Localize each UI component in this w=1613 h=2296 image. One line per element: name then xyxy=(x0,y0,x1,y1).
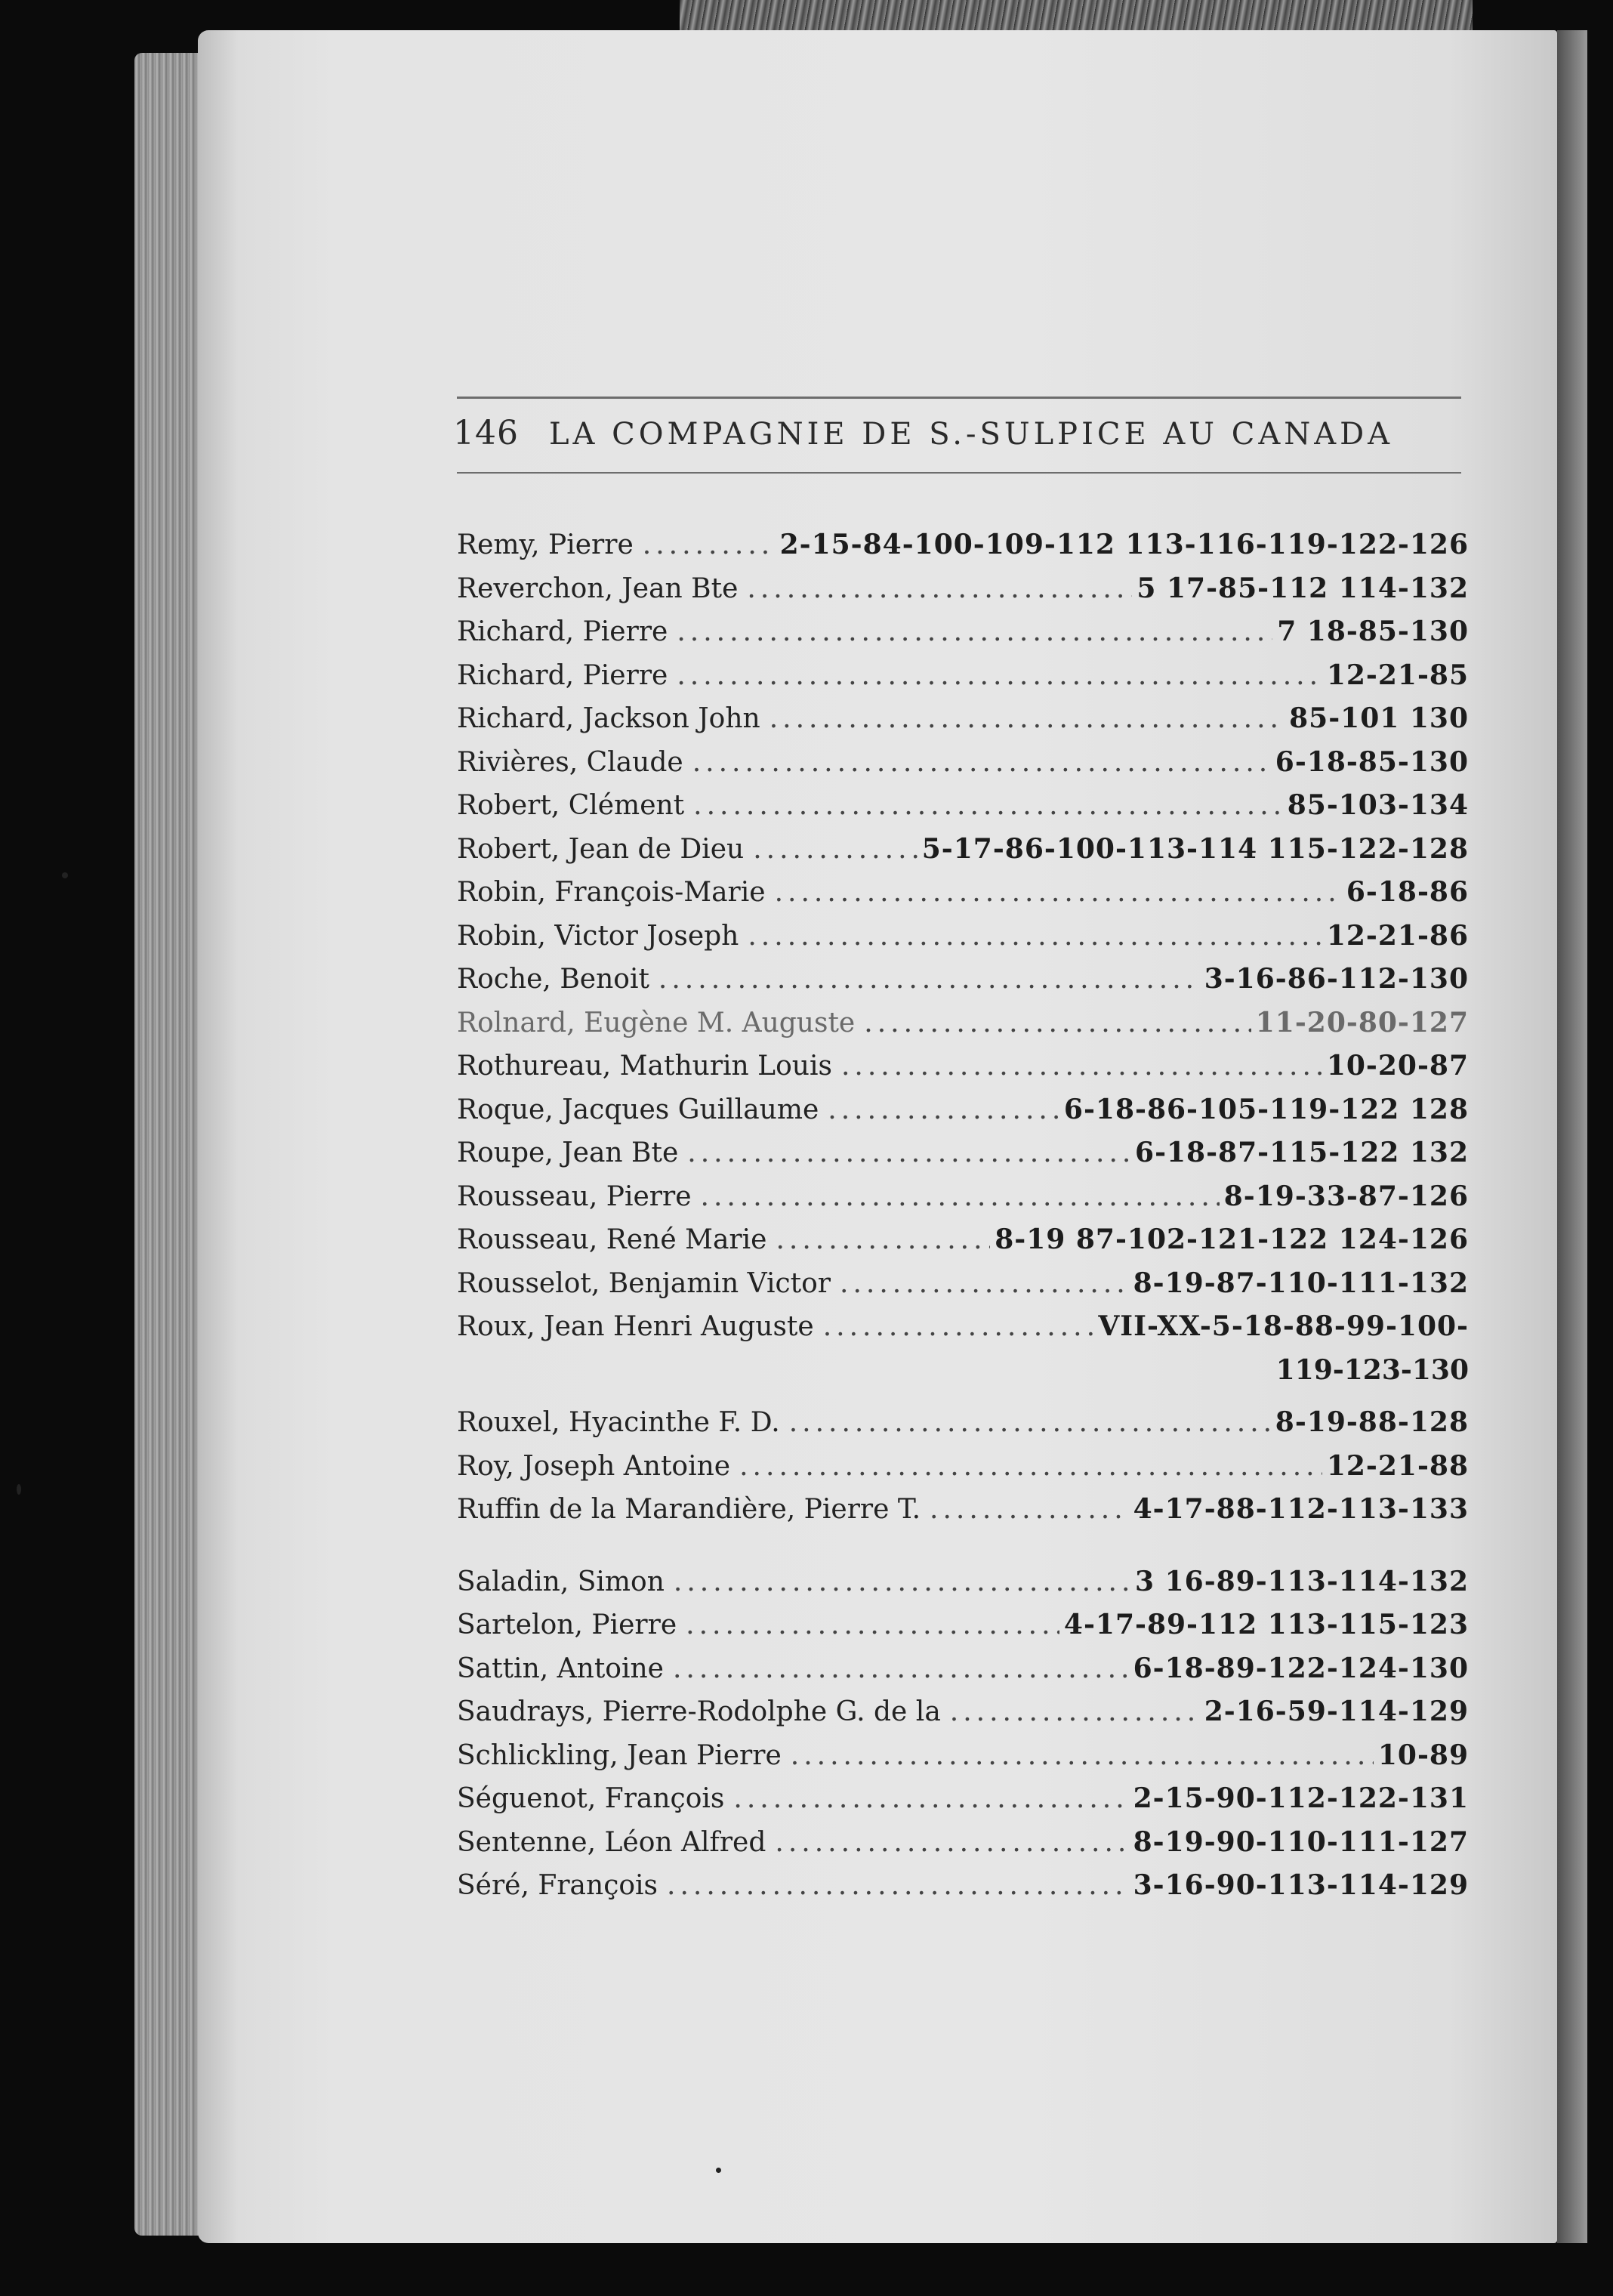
scan-speck xyxy=(17,1484,21,1495)
dot-leader xyxy=(747,573,1132,604)
entry-name: Sentenne, Léon Alfred xyxy=(457,1826,766,1858)
index-entry xyxy=(457,1566,1469,1608)
entry-references: 2-15-84-100-109-112 113-116-119-122-126 xyxy=(779,529,1469,560)
dot-leader xyxy=(823,1311,1094,1342)
dot-leader xyxy=(677,616,1272,647)
index-entry xyxy=(457,702,1469,745)
header-bottom-rule xyxy=(457,472,1461,474)
entry-references: 6-18-86 xyxy=(1346,876,1469,908)
entry-name: Saladin, Simon xyxy=(457,1566,665,1597)
dot-leader xyxy=(693,790,1283,821)
entry-references: 5 17-85-112 114-132 xyxy=(1137,572,1469,604)
index-entry xyxy=(457,1180,1469,1223)
index-entry xyxy=(457,1267,1469,1310)
index-entry xyxy=(457,1050,1469,1092)
index-entry xyxy=(457,1310,1469,1353)
index-entry xyxy=(457,1406,1469,1449)
entry-name: Roche, Benoit xyxy=(457,964,649,995)
index-entry xyxy=(457,1782,1469,1825)
dot-leader xyxy=(840,1268,1129,1299)
dot-leader xyxy=(667,1870,1129,1901)
entry-name: Sartelon, Pierre xyxy=(457,1609,677,1640)
dot-leader xyxy=(739,1451,1322,1482)
index-entry xyxy=(457,789,1469,832)
index-entry xyxy=(457,963,1469,1005)
dot-leader xyxy=(674,1566,1130,1597)
running-head xyxy=(453,414,1457,467)
entry-name: Rouxel, Hyacinthe F. D. xyxy=(457,1407,780,1438)
entry-references: 10-20-87 xyxy=(1326,1050,1469,1082)
entry-name: Rothureau, Mathurin Louis xyxy=(457,1051,832,1082)
entry-name: Reverchon, Jean Bte xyxy=(457,572,739,604)
index-entry xyxy=(457,1007,1469,1049)
dot-leader xyxy=(776,1224,990,1255)
index-entry xyxy=(457,876,1469,918)
dot-leader xyxy=(686,1609,1059,1640)
scan-speck xyxy=(716,2168,721,2173)
dot-leader xyxy=(930,1494,1129,1525)
index-entry xyxy=(457,1696,1469,1738)
entry-name: Richard, Jackson John xyxy=(457,703,760,734)
index-entry xyxy=(457,1493,1469,1535)
entry-references: 4-17-89-112 113-115-123 xyxy=(1063,1609,1469,1640)
entry-references: 3-16-90-113-114-129 xyxy=(1133,1869,1469,1901)
dot-leader xyxy=(748,921,1322,952)
entry-references: 2-16-59-114-129 xyxy=(1204,1696,1469,1727)
entry-name: Rivières, Claude xyxy=(457,746,683,778)
dot-leader xyxy=(733,1783,1128,1814)
entry-name: Ruffin de la Marandière, Pierre T. xyxy=(457,1494,921,1525)
index-entry xyxy=(457,746,1469,788)
page-number: 146 xyxy=(453,414,519,452)
dot-leader xyxy=(687,1137,1130,1168)
index-entry xyxy=(457,833,1469,875)
entry-references: 5-17-86-100-113-114 115-122-128 xyxy=(921,832,1469,865)
entry-references: 12-21-85 xyxy=(1326,659,1469,691)
index-entry xyxy=(457,659,1469,702)
entry-references: 12-21-88 xyxy=(1326,1449,1469,1482)
entry-references: 85-101 130 xyxy=(1289,702,1469,734)
dot-leader xyxy=(692,747,1271,778)
index-entry xyxy=(457,1826,1469,1869)
dot-leader xyxy=(828,1094,1059,1125)
index-entry xyxy=(457,1653,1469,1695)
entry-name: Rousseau, Pierre xyxy=(457,1180,692,1212)
index-entry xyxy=(457,616,1469,658)
entry-name: Robert, Jean de Dieu xyxy=(457,833,745,865)
entry-references: 6-18-89-122-124-130 xyxy=(1133,1652,1469,1684)
entry-references: 12-21-86 xyxy=(1326,919,1469,952)
entry-references: 6-18-85-130 xyxy=(1275,745,1469,778)
running-title: LA COMPAGNIE DE S.-SULPICE AU CANADA xyxy=(548,417,1394,452)
dot-leader xyxy=(658,964,1200,995)
index-entry xyxy=(457,572,1469,615)
index-entry xyxy=(457,1869,1469,1912)
entry-references: 8-19-87-110-111-132 xyxy=(1133,1267,1469,1299)
entry-references: 8-19-88-128 xyxy=(1275,1406,1469,1438)
scan-speck xyxy=(62,872,68,878)
entry-references: 3-16-86-112-130 xyxy=(1204,963,1469,995)
entry-name: Schlickling, Jean Pierre xyxy=(457,1739,782,1771)
index-entry xyxy=(457,1739,1469,1782)
entry-name: Roux, Jean Henri Auguste xyxy=(457,1311,814,1342)
dot-leader xyxy=(643,529,776,560)
dot-leader xyxy=(673,1653,1129,1684)
dot-leader xyxy=(677,660,1322,691)
facing-page-edge xyxy=(1557,30,1587,2243)
index-entry xyxy=(457,1094,1469,1136)
index-entry xyxy=(457,1609,1469,1651)
entry-references: 3 16-89-113-114-132 xyxy=(1135,1565,1469,1597)
dot-leader xyxy=(775,877,1342,908)
entry-name: Sattin, Antoine xyxy=(457,1653,664,1684)
entry-references: 6-18-87-115-122 132 xyxy=(1135,1137,1469,1168)
entry-name: Séguenot, François xyxy=(457,1783,725,1814)
entry-references-continuation: 119-123-130 xyxy=(1275,1353,1469,1386)
entry-references: 8-19-33-87-126 xyxy=(1223,1180,1469,1212)
entry-name: Richard, Pierre xyxy=(457,616,668,647)
entry-name: Robin, Victor Joseph xyxy=(457,920,739,952)
index-entry xyxy=(457,1224,1469,1266)
entry-name: Robin, François-Marie xyxy=(457,877,766,908)
index-entry xyxy=(457,529,1469,571)
entry-name: Rousselot, Benjamin Victor xyxy=(457,1267,831,1299)
dot-leader xyxy=(753,834,918,865)
entry-name: Rousseau, René Marie xyxy=(457,1224,767,1255)
entry-references: 7 18-85-130 xyxy=(1277,616,1469,647)
dot-leader xyxy=(775,1827,1128,1858)
dot-leader xyxy=(769,703,1285,734)
entry-references: 8-19 87-102-121-122 124-126 xyxy=(995,1224,1469,1255)
entry-name: Roque, Jacques Guillaume xyxy=(457,1094,819,1125)
entry-references: 8-19-90-110-111-127 xyxy=(1133,1825,1469,1858)
entry-references: VII-XX-5-18-88-99-100- xyxy=(1098,1310,1469,1342)
entry-references: 11-20-80-127 xyxy=(1255,1006,1469,1038)
entry-name: Roy, Joseph Antoine xyxy=(457,1450,731,1482)
entry-references: 4-17-88-112-113-133 xyxy=(1133,1493,1469,1525)
dot-leader xyxy=(864,1008,1251,1038)
entry-references: 2-15-90-112-122-131 xyxy=(1133,1782,1469,1814)
header-top-rule xyxy=(457,397,1461,399)
dot-leader xyxy=(791,1740,1374,1771)
entry-name: Séré, François xyxy=(457,1870,658,1901)
dot-leader xyxy=(701,1181,1220,1212)
index-entry xyxy=(457,1450,1469,1492)
entry-name: Saudrays, Pierre-Rodolphe G. de la xyxy=(457,1696,941,1727)
dot-leader xyxy=(789,1407,1271,1438)
dot-leader xyxy=(950,1696,1200,1727)
entry-references: 85-103-134 xyxy=(1287,789,1469,821)
entry-name: Rolnard, Eugène M. Auguste xyxy=(457,1007,856,1038)
entry-name: Robert, Clément xyxy=(457,790,685,821)
dot-leader xyxy=(841,1051,1322,1082)
entry-name: Remy, Pierre xyxy=(457,529,634,560)
entry-references: 6-18-86-105-119-122 128 xyxy=(1063,1093,1469,1125)
index-entry xyxy=(457,920,1469,962)
entry-references: 10-89 xyxy=(1377,1739,1469,1771)
entry-name: Roupe, Jean Bte xyxy=(457,1137,679,1168)
entry-name: Richard, Pierre xyxy=(457,659,668,691)
index-entry xyxy=(457,1137,1469,1179)
